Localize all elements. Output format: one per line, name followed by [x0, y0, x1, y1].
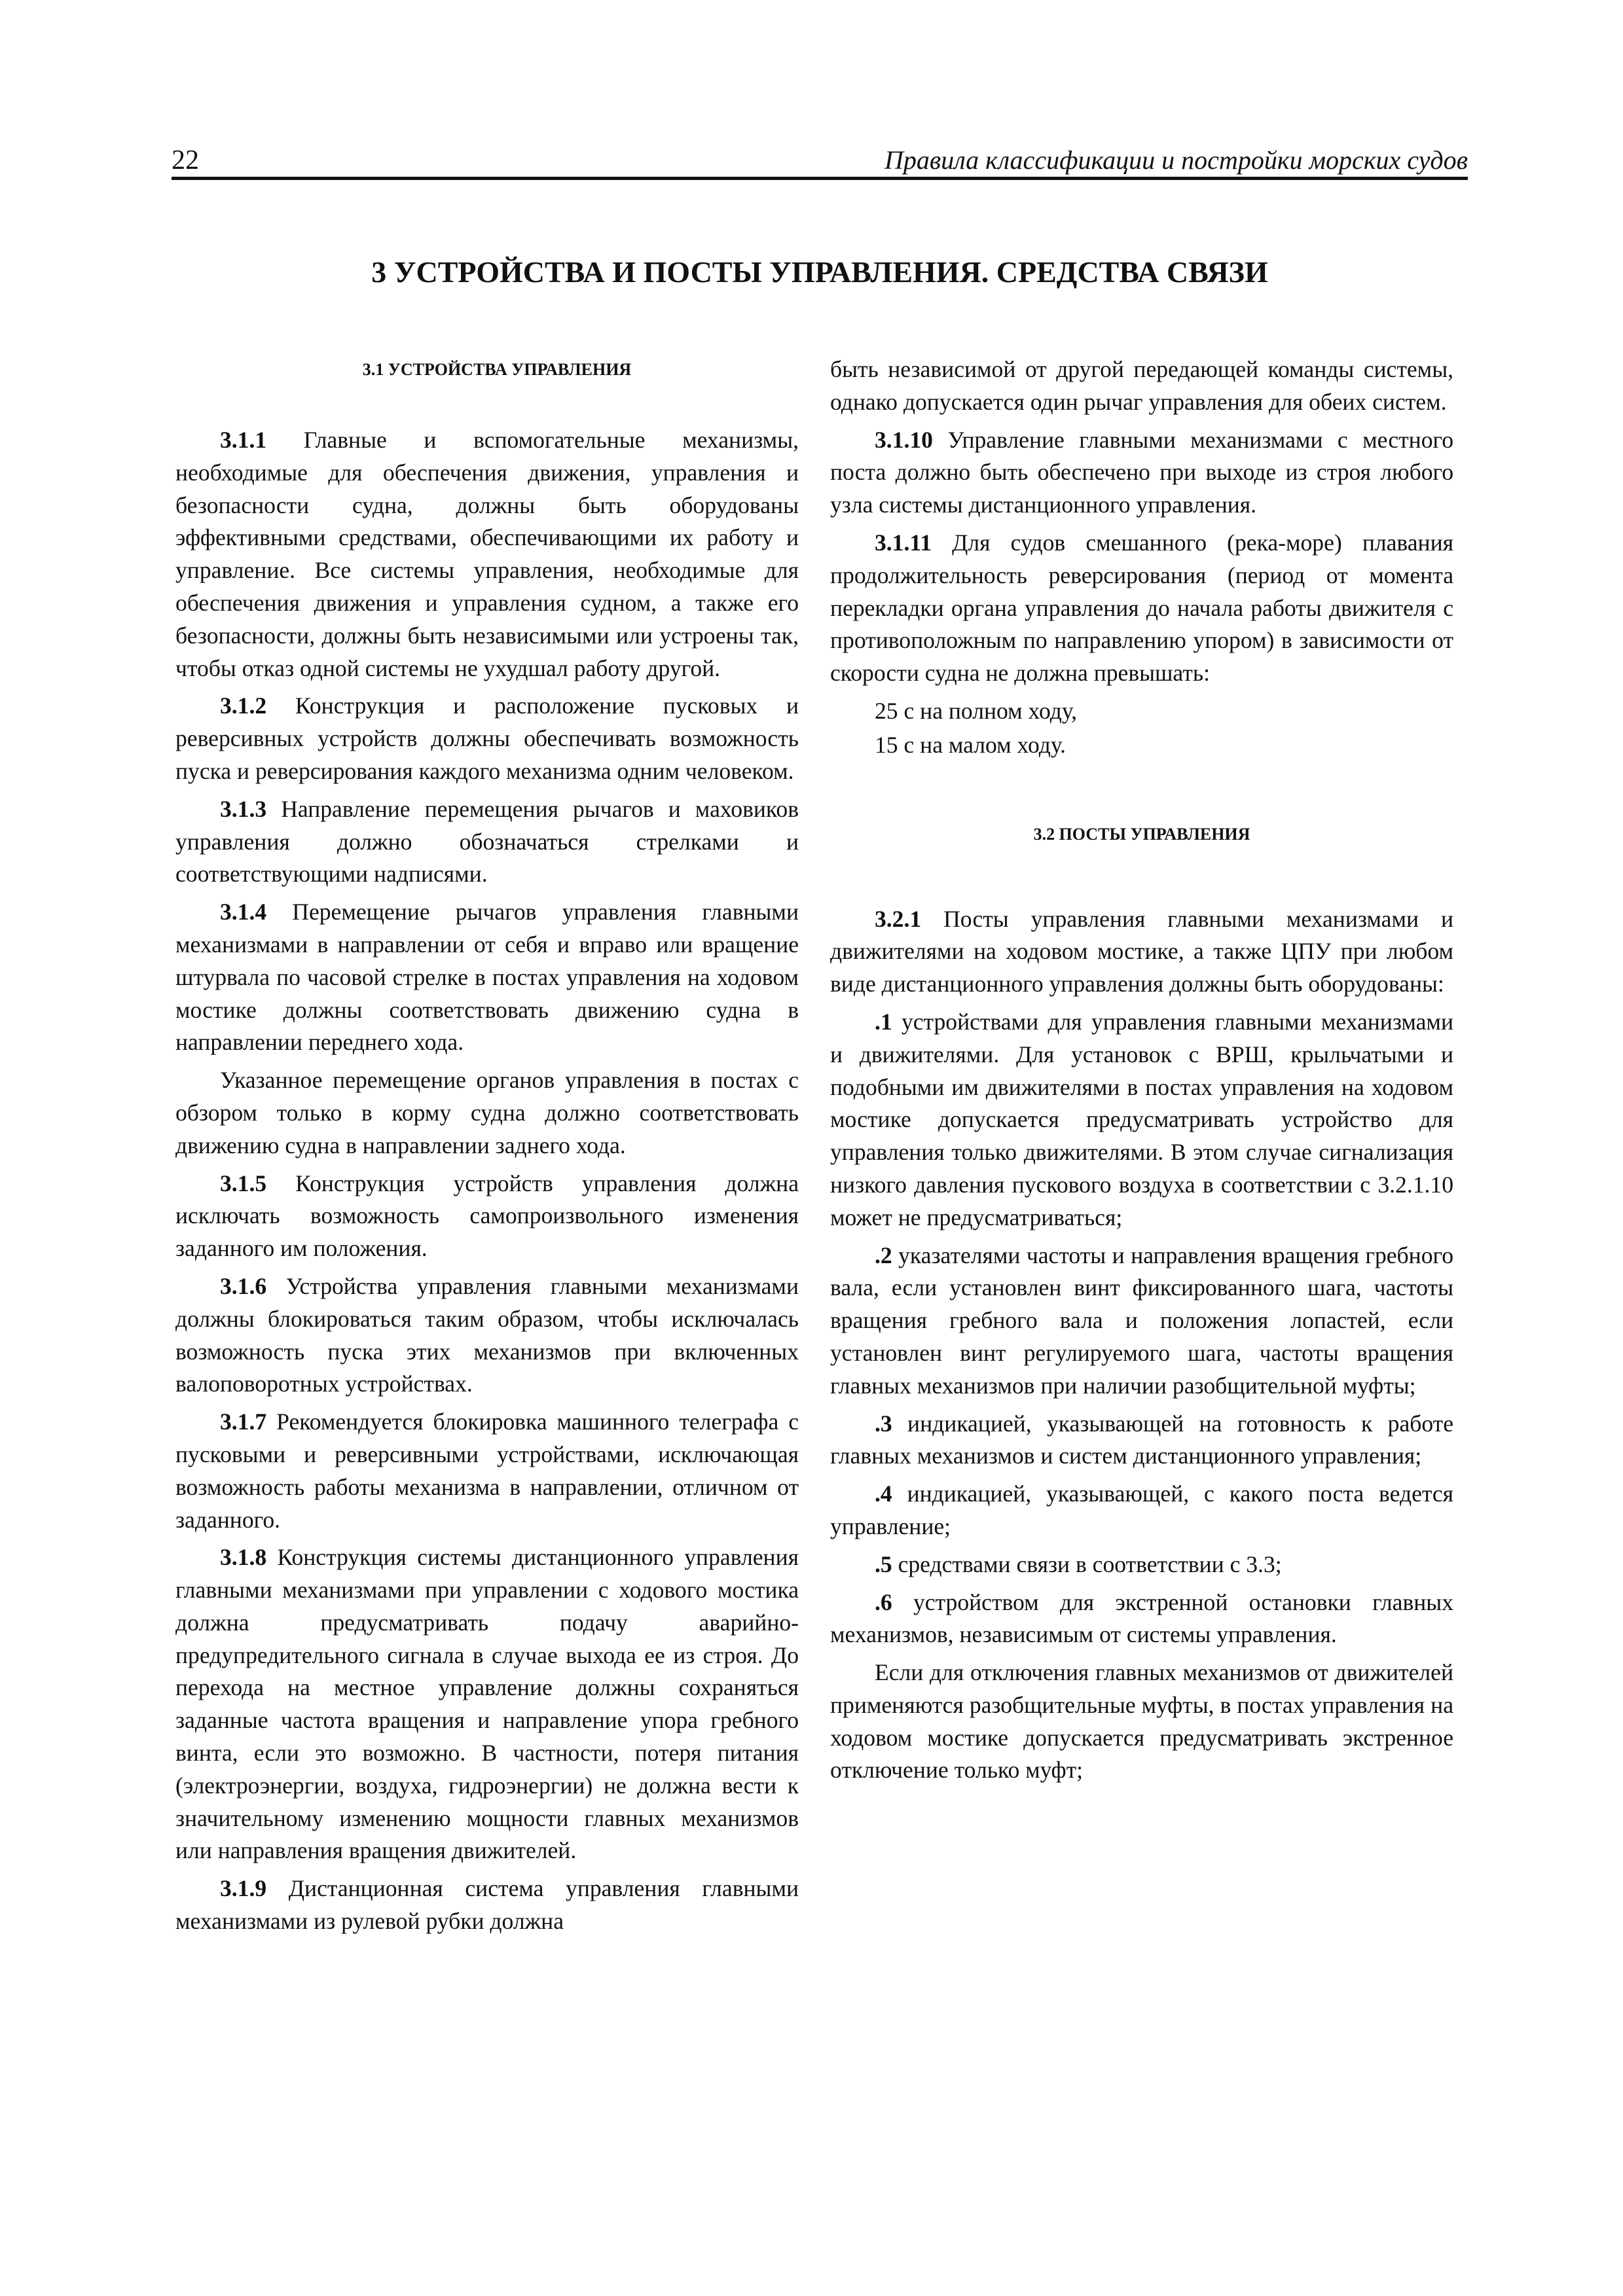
paragraph-text: Для судов смешанного (река-море) плавания продолжительность реверсирования (период от момента перекладки органа управления до начала работы движителя с противоположным по направлению упором) в зависимости от скорости судна не должна превышать:	[830, 529, 1453, 687]
paragraph-3-1-4	[175, 896, 799, 1059]
clause-number: 3.1.3	[220, 795, 267, 822]
paragraph-text: Конструкция и расположение пусковых и реверсивных устройств должны обеспечивать возможность пуска и реверсирования каждого механизма одним человеком.	[175, 692, 799, 784]
item-text: указателями частоты и направления вращения гребного вала, если установлен винт фиксированного шага, частоты вращения гребного вала и положения лопастей, если установлен винт регулируемого шага, частоты вращения главных механизмов при наличии разобщительной муфты;	[830, 1242, 1453, 1399]
paragraph-text: Направление перемещения рычагов и маховиков управления должно обозначаться стрелками и соответствующими надписями.	[175, 795, 799, 888]
page-number: 22	[172, 145, 199, 175]
paragraph-3-1-11	[830, 527, 1453, 690]
item-number: .4	[875, 1480, 892, 1507]
clause-number: 3.2.1	[875, 905, 922, 932]
clause-number: 3.1.8	[220, 1544, 267, 1571]
left-column	[175, 353, 799, 1943]
clause-number: 3.1.2	[220, 692, 267, 719]
item-text: средствами связи в соответствии с 3.3;	[892, 1551, 1282, 1577]
reversal-limit-slow-speed: 15 с на малом ходу.	[875, 731, 1066, 758]
paragraph-3-1-7	[175, 1406, 799, 1536]
clause-number: 3.1.4	[220, 899, 267, 925]
paragraph-3-1-6	[175, 1270, 799, 1401]
paragraph-text: Главные и вспомогательные механизмы, необходимые для обеспечения движения, управления и безопасности судна, должны быть оборудованы эффективными средствами, обеспечивающими их работу и управление. Все системы управления, необходимые для обеспечения движения и управления судном, а также его безопасности, должны быть независимыми или устроены так, чтобы отказ одной системы не ухудшал работу другой.	[175, 427, 799, 681]
paragraph-clutch-note: Если для отключения главных механизмов от движителей применяются разобщительные муфты, в постах управления на ходовом мостике допускается предусматривать экстренное отключение только муфт;	[830, 1659, 1453, 1784]
paragraph-3-1-4-b: Указанное перемещение органов управления в постах с обзором только в корму судна должно соответствовать движению судна в направлении заднего хода.	[175, 1067, 799, 1158]
clause-number: 3.1.6	[220, 1272, 267, 1299]
list-item-5	[830, 1549, 1453, 1581]
item-text: индикацией, указывающей, с какого поста ведется управление;	[830, 1480, 1453, 1539]
section-heading-3-1: 3.1 УСТРОЙСТВА УПРАВЛЕНИЯ	[362, 360, 632, 379]
list-item-3	[830, 1408, 1453, 1473]
paragraph-text: Перемещение рычагов управления главными механизмами в направлении от себя и вправо или вращение штурвала по часовой стрелке в постах управления на ходовом мостике должны соответствовать движению судна в направлении переднего хода.	[175, 899, 799, 1056]
paragraph-text: Управление главными механизмами с местного поста должно быть обеспечено при выходе из строя любого узла системы дистанционного управления.	[830, 426, 1453, 518]
paragraph-3-1-3	[175, 793, 799, 891]
clause-number: 3.1.5	[220, 1170, 267, 1196]
paragraph-3-1-8	[175, 1541, 799, 1867]
header-rule	[172, 177, 1468, 180]
clause-number: 3.1.9	[220, 1875, 267, 1902]
paragraph-text: Дистанционная система управления главными механизмами из рулевой рубки должна	[175, 1875, 799, 1935]
paragraph-text: Устройства управления главными механизмами должны блокироваться таким образом, чтобы исключалась возможность пуска этих механизмов при включенных валоповоротных устройствах.	[175, 1272, 799, 1397]
list-item-4	[830, 1478, 1453, 1543]
list-item-1	[830, 1006, 1453, 1234]
item-text: индикацией, указывающей на готовность к работе главных механизмов и систем дистанционного управления;	[830, 1410, 1453, 1469]
paragraph-3-1-9-continued: быть независимой от другой передающей команды системы, однако допускается один рычаг управления для обеих систем.	[830, 356, 1453, 415]
item-number: .3	[875, 1410, 892, 1437]
item-text: устройствами для управления главными механизмами и движителями. Для установок с ВРШ, крыльчатыми и подобными им движителями в постах управления на ходовом мостике допускается предусматривать устройство для управления только движителями. В этом случае сигнализация низкого давления пускового воздуха в соответствии с 3.2.1.10 может не предусматриваться;	[830, 1008, 1453, 1230]
list-item-6	[830, 1587, 1453, 1652]
paragraph-3-1-1	[175, 424, 799, 685]
list-item-2	[830, 1240, 1453, 1403]
paragraph-text: Рекомендуется блокировка машинного телеграфа с пусковыми и реверсивными устройствами, исключающая возможность работы механизма в направлении, отличном от заданного.	[175, 1408, 799, 1533]
paragraph-3-1-2	[175, 690, 799, 787]
paragraph-text: Конструкция системы дистанционного управления главными механизмами при управлении с ходового мостика должна предусматривать подачу аварийно-предупредительного сигнала в случае выхода ее из строя. До перехода на местное управление должны сохраняться заданные частота вращения и направление упора гребного винта, если это возможно. В частности, потеря питания (электроэнергии, воздуха, гидроэнергии) не должна вести к значительному изменению мощности главных механизмов или направления вращения движителей.	[175, 1544, 799, 1864]
clause-number: 3.1.1	[220, 427, 267, 453]
chapter-title: 3 УСТРОЙСТВА И ПОСТЫ УПРАВЛЕНИЯ. СРЕДСТВА СВЯЗИ	[371, 255, 1268, 289]
item-number: .6	[875, 1588, 892, 1615]
paragraph-3-1-5	[175, 1168, 799, 1265]
running-title: Правила классификации и постройки морских судов	[884, 145, 1468, 175]
item-number: .1	[875, 1008, 892, 1035]
reversal-limit-full-speed: 25 с на полном ходу,	[875, 697, 1077, 724]
clause-number: 3.1.7	[220, 1408, 267, 1435]
item-text: устройством для экстренной остановки главных механизмов, независимым от системы управления.	[830, 1588, 1453, 1648]
item-number: .2	[875, 1242, 892, 1268]
page-header	[172, 143, 1468, 182]
paragraph-text: Конструкция устройств управления должна исключать возможность самопроизвольного изменения заданного им положения.	[175, 1170, 799, 1262]
item-number: .5	[875, 1551, 892, 1577]
right-column	[830, 353, 1453, 1792]
clause-number: 3.1.10	[875, 426, 933, 453]
section-heading-3-2: 3.2 ПОСТЫ УПРАВЛЕНИЯ	[1033, 824, 1250, 844]
paragraph-text: Посты управления главными механизмами и движителями на ходовом мостике, а также ЦПУ при любом виде дистанционного управления должны быть оборудованы:	[830, 905, 1453, 997]
paragraph-3-1-9	[175, 1873, 799, 1938]
paragraph-3-2-1	[830, 903, 1453, 1001]
clause-number: 3.1.11	[875, 529, 932, 556]
paragraph-3-1-10	[830, 424, 1453, 522]
